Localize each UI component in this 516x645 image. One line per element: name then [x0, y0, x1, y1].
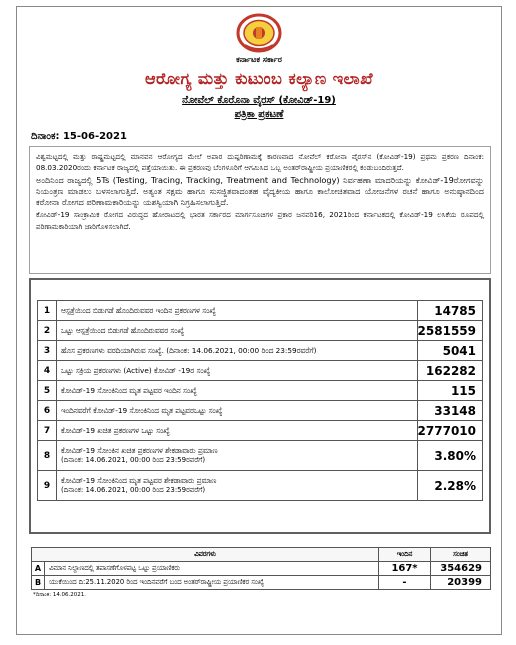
- row-label: ಒಟ್ಟು ಸಕ್ರಿಯ ಪ್ರಕರಣಗಳು (Active) ಕೋವಿಡ್ -19ರ ಸಂಖ್ಯೆ: [57, 361, 418, 381]
- row-value: 2581559: [417, 321, 482, 341]
- department-title: ಆರೋಗ್ಯ ಮತ್ತು ಕುಟುಂಬ ಕಲ್ಯಾಣ ಇಲಾಖೆ: [145, 69, 373, 88]
- row-total: 20399: [431, 576, 491, 590]
- row-today: -: [379, 576, 431, 590]
- footnote: *ದಿನಾಂಕ: 14.06.2021.: [33, 592, 87, 598]
- header: [17, 13, 501, 120]
- row-value: 2.28%: [417, 471, 482, 501]
- subject-line: ನೋವೆಲ್ ಕೊರೊನಾ ವೈರಸ್ (ಕೋವಿಡ್-19): [182, 95, 336, 106]
- row-label: ಆಸ್ಪತ್ರೆಯಿಂದ ಬಿಡುಗಡೆ ಹೊಂದಿರುವವರ ಇಂದಿನ ಪ್ರಕರಣಗಳ ಸಂಖ್ಯೆ: [57, 301, 418, 321]
- row-number: 2: [38, 321, 57, 341]
- intro-paragraph: ಅಂದಿನಿಂದ ರಾಜ್ಯದಲ್ಲಿ 5Ts (Testing, Tracing, Tracking, Treatment and Technology) ನಿರ್ವಹಣಾ ಮಾದರಿಯನ್ನು ಕೋವಿಡ್-19ರೋಗವನ್ನು ನಿಯಂತ್ರಣ ಮಾಡಲು ಬಳಸಲಾಗುತ್ತಿದೆ. ಅತ್ಯಂತ ಸಕ್ಷಮ ಹಾಗೂ ಸುಸಜ್ಜಿತವಾದಂತಹ ವೈದ್ಯಕೀಯ ಹಾಗೂ ಕಾಲೋಚಿತವಾದ ಯೋಜನೆಗಳ ರಚನೆ ಹಾಗೂ ಅನುಷ್ಠಾನದಿಂದ ಕರೋನಾ ರೋಗದ ಪರಿಣಾಮಕಾರಿಯನ್ನು ಯಶಸ್ವಿಯಾಗಿ ನಿಗ್ರಹಿಸಲಾಗುತ್ತಿದೆ.: [36, 174, 484, 208]
- row-label: ಇಂದಿನವರೆಗೆ ಕೋವಿಡ್-19 ಸೋಂಕಿನಿಂದ ಮೃತ ಪಟ್ಟವರಒಟ್ಟು ಸಂಖ್ಯೆ: [57, 401, 418, 421]
- row-number: 8: [38, 441, 57, 471]
- release-date: ದಿನಾಂಕ: 15-06-2021: [31, 131, 127, 142]
- press-release-title: ಪತ್ರಿಕಾ ಪ್ರಕಟಣೆ: [234, 109, 284, 120]
- row-label: ಕೋವಿಡ್-19 ಸೋಂಕಿನಿಂದ ಮೃತ ಪಟ್ಟವರ ಇಂದಿನ ಸಂಖ್ಯೆ: [57, 381, 418, 401]
- row-value: 162282: [417, 361, 482, 381]
- row-letter: B: [32, 576, 45, 590]
- statistics-box: [29, 278, 491, 534]
- table-row: [32, 576, 491, 590]
- row-label: ಯುಕೆಯಿಂದ ದಿ:25.11.2020 ರಿಂದ ಇಂದಿನವರೆಗೆ ಬಂದ ಅಂತರ್‌ರಾಷ್ಟ್ರೀಯ ಪ್ರಯಾಣಿಕರ ಸಂಖ್ಯೆ: [45, 576, 379, 590]
- travel-table: [31, 547, 491, 590]
- row-label: ಹೊಸ ಪ್ರಕರಣಗಳು ವರದಿಯಾಗಿರುವ ಸಂಖ್ಯೆ. (ದಿನಾಂಕ: 14.06.2021, 00:00 ರಿಂದ 23:59ರವರೆಗೆ): [57, 341, 418, 361]
- government-name: ಕರ್ನಾಟಕ ಸರ್ಕಾರ: [236, 55, 282, 64]
- row-label: ಒಟ್ಟು ಆಸ್ಪತ್ರೆಯಿಂದ ಬಿಡುಗಡೆ ಹೊಂದಿರುವವರ ಸಂಖ್ಯೆ: [57, 321, 418, 341]
- row-value: 5041: [417, 341, 482, 361]
- row-number: 1: [38, 301, 57, 321]
- row-sublabel: (ದಿನಾಂಕ: 14.06.2021, 00:00 ರಿಂದ 23:59ರವರೆಗೆ): [61, 456, 206, 464]
- row-label: ಕೋವಿಡ್-19 ಸೋಂಕಿನ ಖಚಿತ ಪ್ರಕರಣಗಳ ಶೇಕಡಾವಾರು ಪ್ರಮಾಣ: [61, 446, 218, 455]
- table-row: [38, 381, 483, 401]
- table-row: [38, 341, 483, 361]
- intro-paragraph: ವಿಶ್ವಮಟ್ಟದಲ್ಲಿ ಮತ್ತು ರಾಷ್ಟ್ರಮಟ್ಟದಲ್ಲಿ ಮಾನವನ ಆರೋಗ್ಯದ ಮೇಲೆ ಅಪಾರ ದುಷ್ಪರಿಣಾಮಕ್ಕೆ ಕಾರಣವಾದ ನೋವೆಲ್ ಕರೋನಾ ವೈರಸ್‌ನ (ಕೋವಿಡ್-19) ಪ್ರಥಮ ಪ್ರಕರಣ ದಿನಾಂಕ: 08.03.2020ರಂದು ಕರ್ನಾಟಕ ರಾಜ್ಯದಲ್ಲಿ ಪತ್ತೆಯಾಯಿತು. ಈ ಪ್ರಕರಣವು ಬೆಂಗಳೂರಿಗೆ ಆಗಮಿಸಿದ ಒಬ್ಬ ಅಂತರ್‌ರಾಷ್ಟ್ರೀಯ ಪ್ರಯಾಣಿಕರಲ್ಲಿ ಕಂಡುಬಂದಿರುತ್ತದೆ.: [36, 152, 484, 173]
- table-row: [38, 471, 483, 501]
- header-details: ವಿವರಗಳು: [32, 548, 379, 562]
- row-label-cell: [57, 441, 418, 471]
- row-number: 4: [38, 361, 57, 381]
- statistics-table: [37, 300, 483, 501]
- row-number: 6: [38, 401, 57, 421]
- row-sublabel: (ದಿನಾಂಕ: 14.06.2021, 00:00 ರಿಂದ 23:59ರವರೆಗೆ): [61, 486, 206, 494]
- table-row: [32, 562, 491, 576]
- row-total: 354629: [431, 562, 491, 576]
- row-value: 14785: [417, 301, 482, 321]
- row-number: 5: [38, 381, 57, 401]
- row-label: ಕೋವಿಡ್-19 ಸೋಂಕಿನಿಂದ ಮೃತ ಪಟ್ಟವರ ಶೇಕಡಾವಾರು ಪ್ರಮಾಣ: [61, 476, 217, 485]
- table-row: [38, 421, 483, 441]
- row-label: ಕೋವಿಡ್-19 ಖಚಿತ ಪ್ರಕರಣಗಳ ಒಟ್ಟು ಸಂಖ್ಯೆ: [57, 421, 418, 441]
- intro-box: [29, 146, 491, 274]
- travel-summary: [31, 547, 491, 599]
- row-number: 7: [38, 421, 57, 441]
- table-row: [38, 441, 483, 471]
- table-row: [38, 321, 483, 341]
- row-label-cell: [57, 471, 418, 501]
- table-row: [38, 301, 483, 321]
- intro-paragraph: ಕೋವಿಡ್-19 ಸಾಂಕ್ರಾಮಿಕ ರೋಗದ ವಿರುದ್ಧದ ಹೋರಾಟದಲ್ಲಿ ಭಾರತ ಸರ್ಕಾರದ ಮಾರ್ಗಸೂಚಿಗಳ ಪ್ರಕಾರ ಜನವರಿ16, 2021ರಿಂದ ಕರ್ನಾಟಕದಲ್ಲಿ ಕೋವಿಡ್-19 ಲಸಿಕೆಯ ರೂಪದಲ್ಲಿ ಪರಿಣಾಮಕಾರಿಯಾಗಿ ಜಾರಿಗೊಳಿಸಲಾಗಿದೆ.: [36, 210, 484, 231]
- row-value: 33148: [417, 401, 482, 421]
- header-today: ಇಂದಿನ: [379, 548, 431, 562]
- row-value: 2777010: [417, 421, 482, 441]
- row-label: ವಿಮಾನ ನಿಲ್ದಾಣದಲ್ಲಿ ತಪಾಸಣೆಗೊಳಪಟ್ಟ ಒಟ್ಟು ಪ್ರಯಾಣಿಕರು: [45, 562, 379, 576]
- table-row: [38, 361, 483, 381]
- row-letter: A: [32, 562, 45, 576]
- row-value: 115: [417, 381, 482, 401]
- header-total: ಸಂಚಿತ: [431, 548, 491, 562]
- table-header-row: [32, 548, 491, 562]
- karnataka-emblem-icon: [235, 13, 283, 53]
- row-value: 3.80%: [417, 441, 482, 471]
- table-row: [38, 401, 483, 421]
- press-release-page: [16, 6, 502, 635]
- row-number: 9: [38, 471, 57, 501]
- row-today: 167*: [379, 562, 431, 576]
- row-number: 3: [38, 341, 57, 361]
